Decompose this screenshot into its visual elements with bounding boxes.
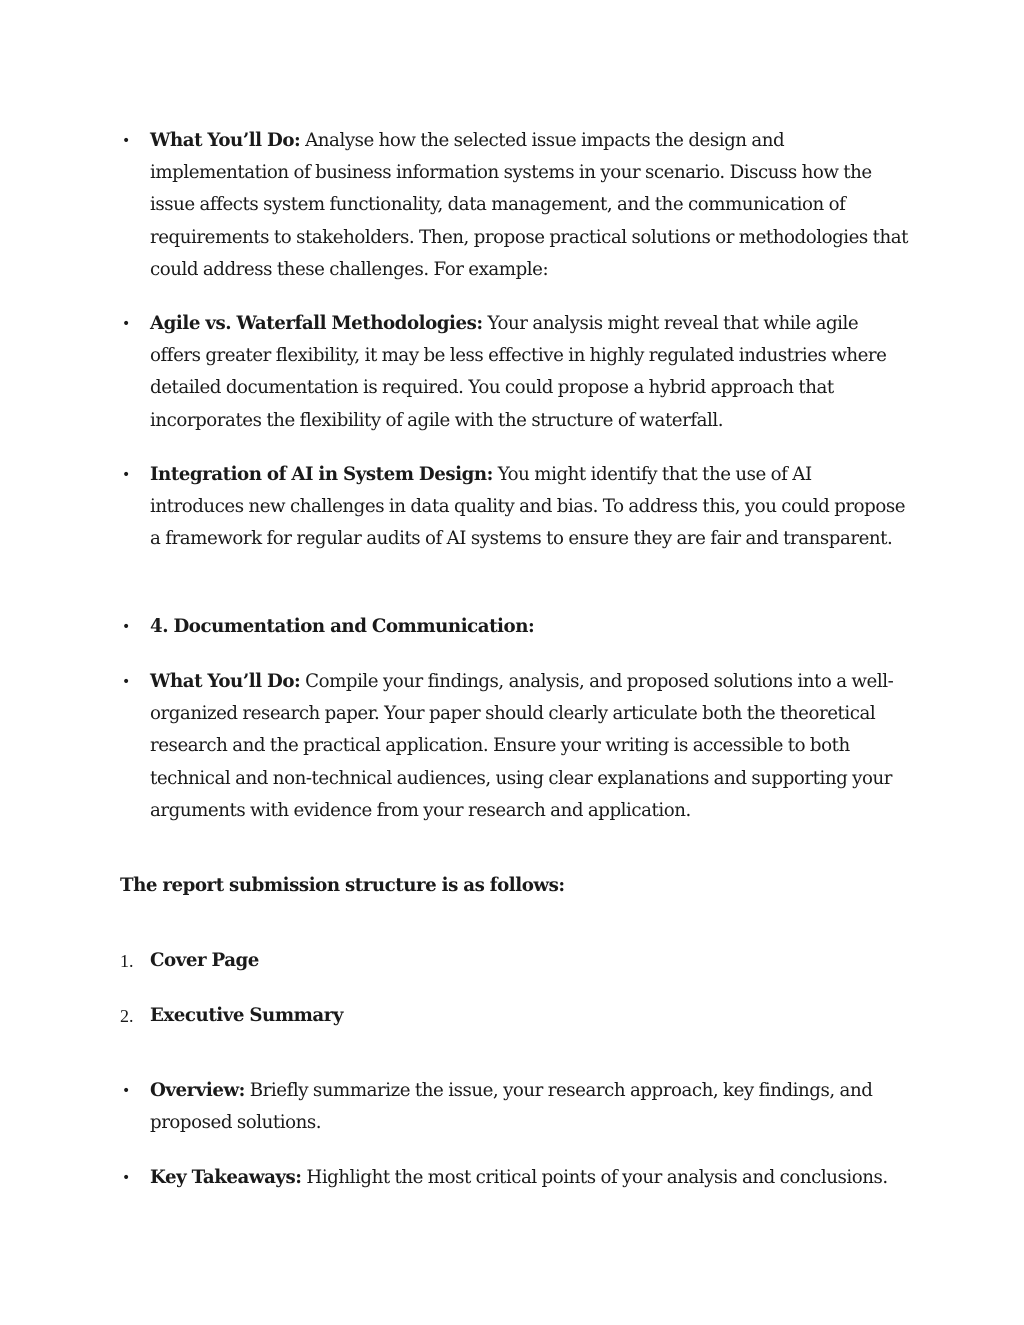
list-item-what-youll-do <box>120 125 910 286</box>
list-item-text <box>150 1000 910 1032</box>
bullet-marker: • <box>122 316 130 332</box>
section-heading: The report submission structure is as follows: <box>120 875 565 896</box>
number-marker: 1. <box>120 951 134 971</box>
list-item-text <box>150 1162 920 1194</box>
list-item-label: Agile vs. Waterfall Methodologies: <box>150 313 483 334</box>
bullet-marker: • <box>122 619 130 635</box>
list-item-body: Your analysis might reveal that while agile offers greater flexibility, it may be less effective in highly regulated industries where detailed documentation is required. You could propose a hybrid approach that incorporates the flexibility of agile with the structure of waterfall. <box>150 313 887 431</box>
list-item-label: Executive Summary <box>150 1005 343 1026</box>
list-item-label: What You’ll Do: <box>150 130 301 151</box>
list-item-agile-vs-waterfall <box>120 308 910 437</box>
list-item-body: Compile your findings, analysis, and proposed solutions into a well-organized research paper. Your paper should clearly articulate both the theoretical research and the practical application. Ensure your writing is accessible to both technical and non-technical audiences, using clear explanations and supporting your arguments with evidence from your research and application. <box>150 671 894 821</box>
list-item-label: Cover Page <box>150 950 259 971</box>
list-item-text <box>150 666 910 827</box>
number-marker: 2. <box>120 1006 134 1026</box>
list-item-text <box>150 125 910 286</box>
list-item-text <box>150 308 910 437</box>
list-item-text <box>150 1075 910 1139</box>
bullet-marker: • <box>122 467 130 483</box>
list-item-label: What You’ll Do: <box>150 671 301 692</box>
list-item-text <box>150 945 910 977</box>
list-item-documentation <box>120 611 910 643</box>
list-item-body: Briefly summarize the issue, your research approach, key findings, and proposed solutions. <box>150 1080 873 1134</box>
bullet-marker: • <box>122 133 130 149</box>
numbered-item-executive-summary <box>120 1000 910 1032</box>
list-item-label: 4. Documentation and Communication: <box>150 616 535 637</box>
numbered-item-cover-page <box>120 945 910 977</box>
list-item-what-youll-do-2 <box>120 666 910 827</box>
list-item-body: Highlight the most critical points of your analysis and conclusions. <box>301 1167 888 1188</box>
list-item-text <box>150 459 910 556</box>
list-item-label: Key Takeaways: <box>150 1167 302 1188</box>
list-item-text <box>150 611 910 643</box>
list-item-key-takeaways <box>120 1162 920 1194</box>
list-item-body: You might identify that the use of AI introduces new challenges in data quality and bias. To address this, you could propose a framework for regular audits of AI systems to ensure they are fair and transparent. <box>150 464 906 550</box>
list-item-overview <box>120 1075 910 1139</box>
bullet-marker: • <box>122 1170 130 1186</box>
bullet-marker: • <box>122 1083 130 1099</box>
bullet-marker: • <box>122 674 130 690</box>
list-item-ai-integration <box>120 459 910 556</box>
list-item-label: Overview: <box>150 1080 245 1101</box>
list-item-body: Analyse how the selected issue impacts the design and implementation of business information systems in your scenario. Discuss how the issue affects system functionality, data management, and the communication of requirements to stakeholders. Then, propose practical solutions or methodologies that could address these challenges. For example: <box>150 130 909 280</box>
list-item-label: Integration of AI in System Design: <box>150 464 493 485</box>
